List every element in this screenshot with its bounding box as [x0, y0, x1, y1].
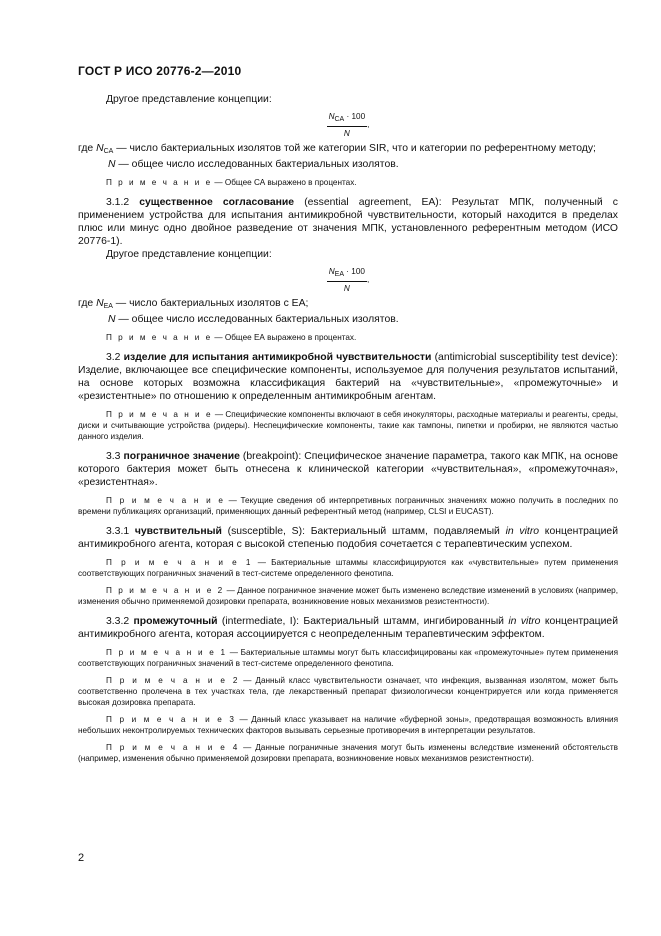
- note-3-3-1-2: П р и м е ч а н и е 2 — Данное пограничное значение может быть изменено вследствие изменений в условиях (например, изменения обычно применяемой дозировки препарата, возникновение новых механизмов резистентности).: [78, 586, 618, 606]
- section-3-1-2: 3.1.2 существенное согласование (essential agreement, EA): Результат МПК, полученный с применением устройства для испытания антимикробной чувствительности, который находится в пределах плюс или минус одно двойное разведение от значения МПК, установленного референтным методом (ИСО 20776-1).: [78, 197, 618, 247]
- section-3-3-2: 3.3.2 промежуточный (intermediate, I): Бактериальный штамм, ингибированный in vitro концентрацией антимикробного агента, которая ассоциируется с неопределенным терапевтическим эффектом.: [78, 616, 619, 640]
- section-3-3: 3.3 пограничное значение (breakpoint): Специфическое значение параметра, такого как МПК, на основе которого бактерия может быть отнесена к клинической категории «чувствительная», «промежуточная», «резистентная».: [78, 451, 618, 488]
- note-3-3-2-4: П р и м е ч а н и е 4 — Данные пограничные значения могут быть изменены вследствие изменений обстоятельств (например, изменения обычно применяемой дозировки препарата, возникновение новых механизмов резистентности).: [78, 743, 618, 763]
- note-3-3-2-3: П р и м е ч а н и е 3 — Данный класс указывает на наличие «буферной зоны», предотвращая возможность влияния небольших неконтролируемых технических факторов вызывать серьезные противоречия в интерпретации результатов.: [78, 715, 619, 735]
- fraction-numerator-ea: NEA · 100: [327, 265, 367, 282]
- fraction-ea: [327, 265, 367, 295]
- alt-representation-ca: Другое представление концепции:: [106, 94, 272, 105]
- note-3-3-2-2: П р и м е ч а н и е 2 — Данный класс чувствительности означает, что инфекция, вызванная изолятом, может быть соответственно пролечена в тех участках тела, где лекарственный препарат физиологически концентрируется или когда применяется высокая дозировка препарата.: [78, 676, 618, 707]
- definition-nca: где $N_{CA}$ — число бактериальных изолятов той же категории SIR, что и категории по референтному методу;: [78, 143, 596, 155]
- note-ca: П р и м е ч а н и е — Общее СА выражено в процентах.: [106, 178, 357, 187]
- definition-n-ca: N — общее число исследованных бактериальных изолятов.: [108, 159, 399, 170]
- section-3-3-1: 3.3.1 чувствительный (susceptible, S): Бактериальный штамм, подавляемый in vitro концентрацией антимикробного агента, которая с высокой степенью подобия сочетается с терапевтическим успехом.: [78, 526, 618, 550]
- fraction-numerator-ca: NCA · 100: [327, 110, 368, 127]
- section-3-2: 3.2 изделие для испытания антимикробной чувствительности (antimicrobial susceptibility test device): Изделие, включающее все специфические компоненты, используемое для получения результатов испытаний, на основе которых возможна классификация бактерий на «чувствительные», «промежуточные» и «резистентные» по отношению к определенным антимикробным агентам.: [78, 352, 618, 402]
- formula-ea: $\frac{\text{NEA · 100}}{N}$ ,: [328, 267, 370, 293]
- document-header: ГОСТ Р ИСО 20776-2—2010: [78, 64, 242, 78]
- definition-nea: где $N_{EA}$ — число бактериальных изолятов с EA;: [78, 298, 309, 310]
- note-3-3-1-1: П р и м е ч а н и е 1 — Бактериальные штаммы классифицируются как «чувствительные» путем применения соответствующих пограничных значений в тест-системе определенного фенотипа.: [78, 558, 619, 578]
- page-number: 2: [78, 852, 85, 864]
- fraction-denominator-ca: N: [343, 129, 350, 138]
- fraction-denominator-ea: N: [343, 284, 350, 293]
- alt-representation-ea: Другое представление концепции:: [106, 249, 272, 260]
- document-body: [78, 93, 618, 764]
- note-3-2: П р и м е ч а н и е — Специфические компоненты включают в себя инокуляторы, расходные материалы и реагенты, среды, диски и считывающие устройства (ридеры). Неспецифические компоненты, такие как тампоны, пипетки и пробирки, не являются частью данного изделия.: [78, 410, 618, 441]
- formula-ca: $\frac{\text{NCA · 100}}{N}$ ,: [328, 112, 370, 138]
- fraction-ca: [327, 110, 368, 140]
- definition-n-ea: N — общее число исследованных бактериальных изолятов.: [108, 314, 399, 325]
- note-3-3: П р и м е ч а н и е — Текущие сведения об интерпретивных пограничных значениях можно получить в последних по времени публикациях организаций, применяющих данный референтный метод (например, CLSI и EUCAST).: [78, 496, 618, 516]
- note-3-3-2-1: П р и м е ч а н и е 1 — Бактериальные штаммы могут быть классифицированы как «промежуточные» путем применения соответствующих пограничных значений в тест-системе определенного фенотипа.: [78, 648, 619, 668]
- note-ea: П р и м е ч а н и е — Общее ЕА выражено в процентах.: [106, 333, 357, 342]
